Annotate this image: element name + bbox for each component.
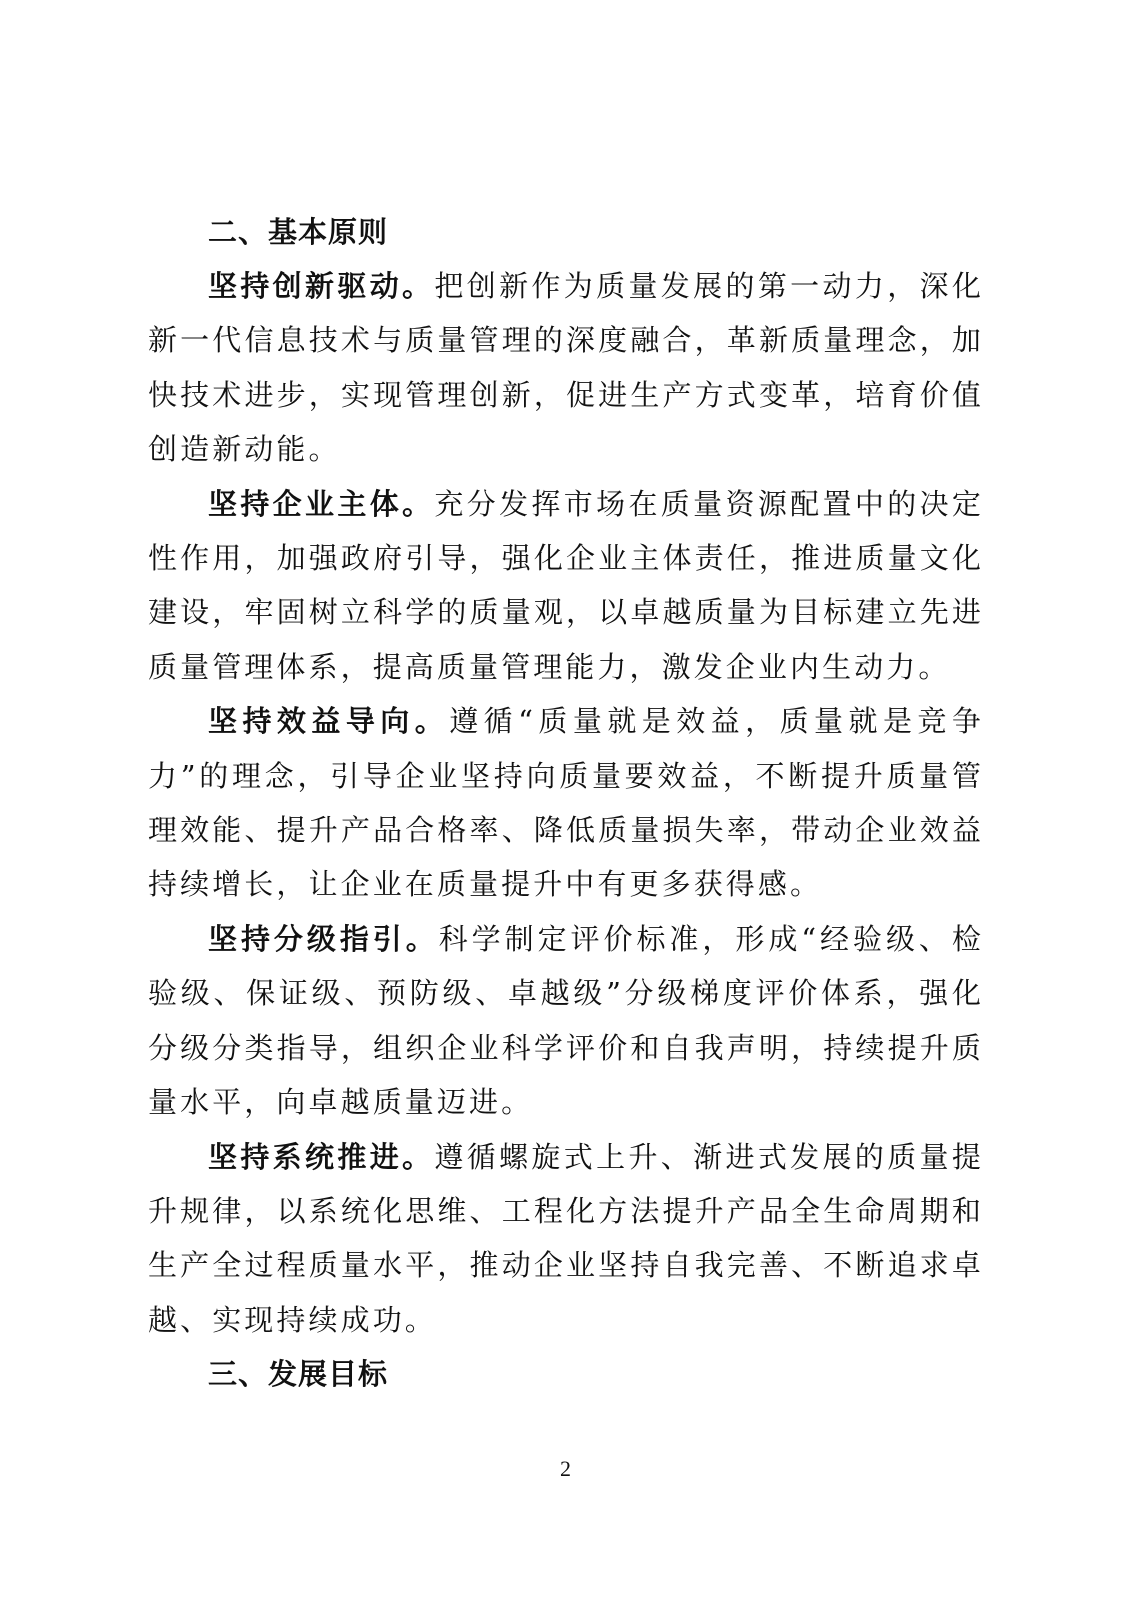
page-number: 2 — [560, 1456, 571, 1481]
paragraph-body: 遵循螺旋式上升、渐进式发展的质量提升规律，以系统化思维、工程化方法提升产品全生命周期和生产全过程质量水平，推动企业坚持自我完善、不断追求卓越、实现持续成功。 — [148, 1139, 984, 1337]
paragraph-body: 遵循“质量就是效益，质量就是竞争力”的理念，引导企业坚持向质量要效益，不断提升质量管理效能、提升产品合格率、降低质量损失率，带动企业效益持续增长，让企业在质量提升中有更多获得感。 — [148, 704, 984, 902]
paragraph-body: 科学制定评价标准，形成“经验级、检验级、保证级、预防级、卓越级”分级梯度评价体系，强化分级分类指导，组织企业科学评价和自我声明，持续提升质量水平，向卓越质量迈进。 — [148, 921, 984, 1120]
paragraph-lead: 坚持创新驱动。 — [208, 269, 435, 303]
paragraph-grading — [148, 912, 984, 1130]
paragraph-body: 充分发挥市场在质量资源配置中的决定性作用，加强政府引导，强化企业主体责任，推进质量文化建设，牢固树立科学的质量观，以卓越质量为目标建立先进质量管理体系，提高质量管理能力，激发企业内生动力。 — [148, 486, 984, 684]
document-page — [148, 205, 984, 1401]
paragraph-enterprise — [148, 477, 984, 695]
section-heading-goals: 三、发展目标 — [208, 1357, 389, 1392]
paragraph-body: 把创新作为质量发展的第一动力，深化新一代信息技术与质量管理的深度融合，革新质量理念，加快技术进步，实现管理创新，促进生产方式变革，培育价值创造新动能。 — [148, 269, 984, 467]
paragraph-lead: 坚持系统推进。 — [208, 1139, 435, 1174]
section-heading-principles: 二、基本原则 — [208, 215, 389, 249]
paragraph-innovation — [148, 259, 984, 477]
paragraph-benefit — [148, 694, 984, 912]
paragraph-lead: 坚持企业主体。 — [208, 486, 435, 521]
paragraph-lead: 坚持分级指引。 — [208, 921, 439, 956]
paragraph-lead: 坚持效益导向。 — [208, 704, 450, 739]
paragraph-system — [148, 1130, 984, 1348]
